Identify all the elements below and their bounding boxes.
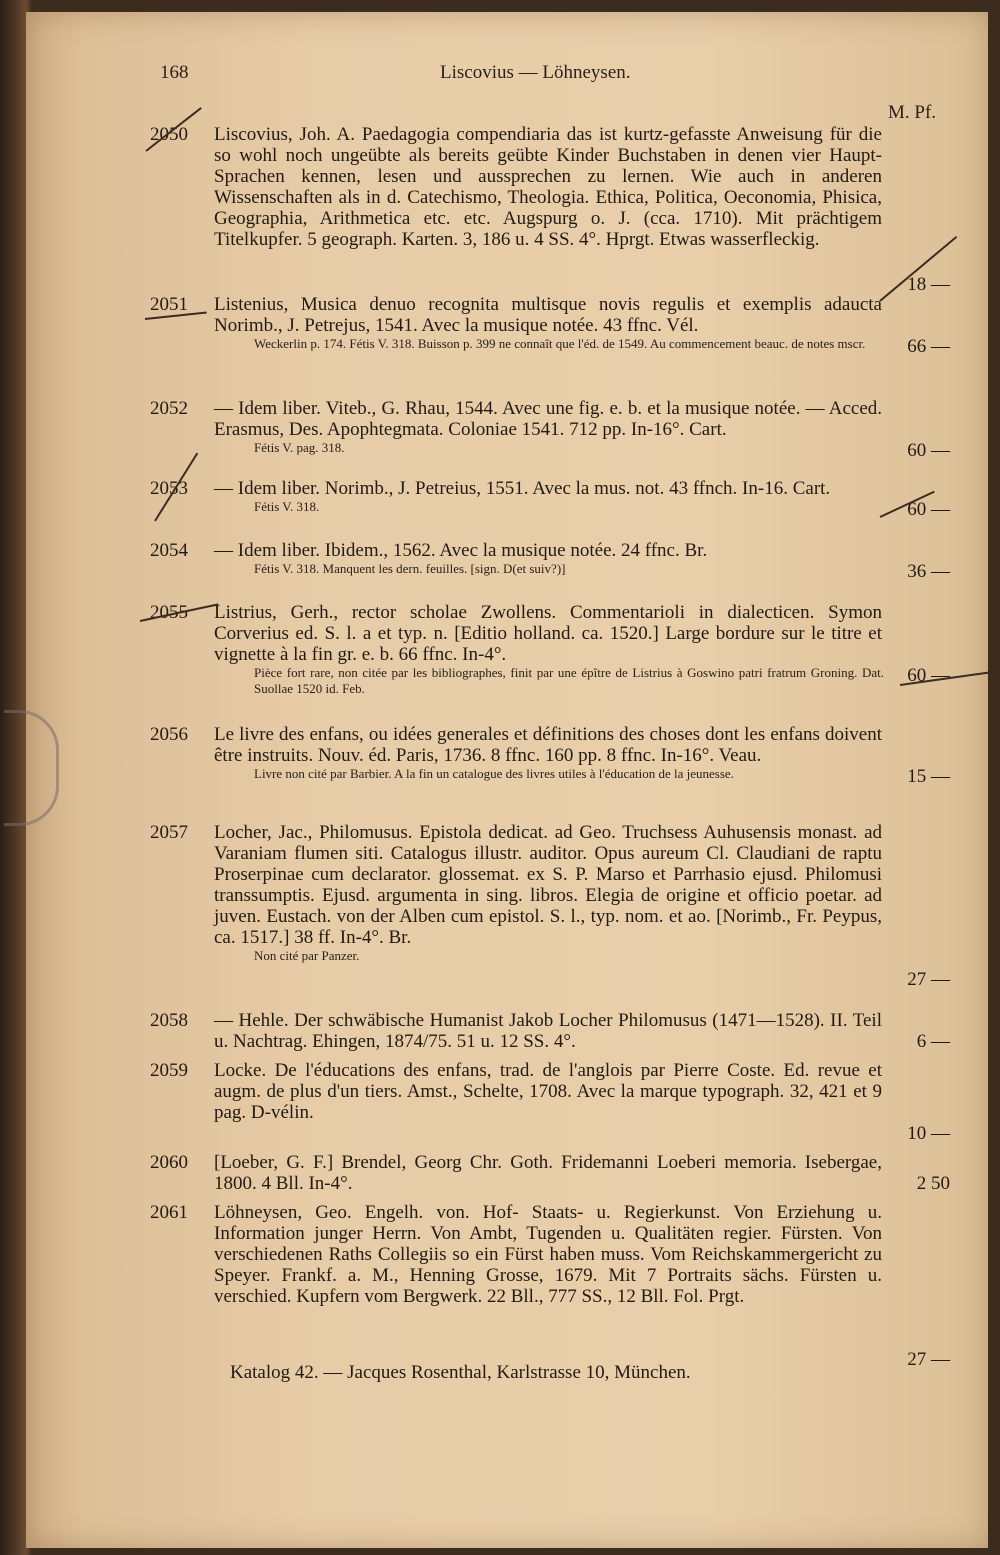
entry-text: Löhneysen, Geo. Engelh. von. Hof- Staats- u. Regierkunst. Von Erziehung u. Information junger Herrn. Von Ambt, Tugenden u. Qualitäten regier. Fürsten. Von verschiedenen Raths Collegiis so ein Fürst haben muss. Vom Reichskammergericht zu Speyer. Frankf. a. M., Henning Grosse, 1679. Mit 7 Portraits sächs. Fürsten u. verschied. Kupfern vom Bergwerk. 22 Bll., 777 SS., 12 Bll. Fol. Prgt.: [214, 1202, 882, 1307]
entry-price: 60 —: [907, 665, 950, 686]
catalog-entry: [150, 602, 950, 724]
catalog-entry: [150, 1010, 950, 1060]
entry-note: Pièce fort rare, non citée par les bibliographes, finit par une épître de Listrius à Goswino patri fratrum Groning. Dat. Suollae 1520 id. Feb.: [254, 665, 884, 696]
entry-number: 2050: [150, 124, 188, 145]
catalog-entry: [150, 478, 950, 540]
entry-number: 2051: [150, 294, 188, 315]
entry-note: Fétis V. 318.: [254, 499, 320, 514]
catalog-entry: [150, 540, 950, 602]
page-tab-mark: [4, 710, 59, 826]
catalog-entry: [150, 124, 950, 294]
entry-note: Livre non cité par Barbier. A la fin un catalogue des livres utiles à l'éducation de la jeunesse.: [254, 766, 734, 781]
entry-price: 60 —: [907, 499, 950, 520]
catalog-entry: [150, 1202, 950, 1372]
entry-text: Listrius, Gerh., rector scholae Zwollens. Commentarioli in dialecticen. Symon Corverius ed. S. l. a et typ. n. [Editio holland. ca. 1520.] Large bordure sur le titre et vignette à la fin gr. e. b. 66 ffnc. In-4°.: [214, 602, 882, 665]
entry-price: 6 —: [916, 1031, 950, 1052]
entry-number: 2056: [150, 724, 188, 745]
running-head: [160, 62, 880, 86]
entry-price: 36 —: [907, 561, 950, 582]
entry-note: Non cité par Panzer.: [254, 948, 360, 963]
entry-price: 2 50: [916, 1173, 950, 1194]
catalog-entry: [150, 398, 950, 478]
entry-number: 2055: [150, 602, 188, 623]
catalog-entry: [150, 294, 950, 398]
running-title: Liscovius — Löhneysen.: [440, 62, 631, 83]
entry-number: 2053: [150, 478, 188, 499]
entry-text: Listenius, Musica denuo recognita multisque novis regulis et exemplis adaucta Norimb., J. Petrejus, 1541. Avec la musique notée. 43 ffnc. Vél.: [214, 294, 882, 336]
entry-text: — Idem liber. Ibidem., 1562. Avec la musique notée. 24 ffnc. Br.: [214, 540, 708, 561]
entry-number: 2061: [150, 1202, 188, 1223]
entry-number: 2057: [150, 822, 188, 843]
catalog-entry: [150, 822, 950, 1010]
entry-text: [Loeber, G. F.] Brendel, Georg Chr. Goth. Fridemanni Loeberi memoria. Isebergae, 1800. 4 Bll. In-4°.: [214, 1152, 882, 1194]
entry-text: — Hehle. Der schwäbische Humanist Jakob Locher Philomusus (1471—1528). II. Teil u. Nachtrag. Ehingen, 1874/75. 51 u. 12 SS. 4°.: [214, 1010, 882, 1052]
entry-number: 2059: [150, 1060, 188, 1081]
entry-number: 2060: [150, 1152, 188, 1173]
catalog-entry: [150, 724, 950, 822]
entry-text: — Idem liber. Viteb., G. Rhau, 1544. Avec une fig. e. b. et la musique notée. — Acced. Erasmus, Des. Apophtegmata. Coloniae 1541. 712 pp. In-16°. Cart.: [214, 398, 882, 440]
entry-price: 60 —: [907, 440, 950, 461]
price-column-label: M. Pf.: [888, 102, 937, 123]
catalog-entries: [150, 124, 950, 1372]
page-number: 168: [160, 62, 189, 83]
entry-price: 27 —: [907, 969, 950, 990]
entry-text: Liscovius, Joh. A. Paedagogia compendiaria das ist kurtz-gefasste Anweisung für die so wohl noch ungeübte als bereits geübte Kinder Buchstaben in denen vier Haupt-Sprachen kennen, lesen und aussprechen zu lernen. Wie auch in anderen Wissenschaften als in d. Catechismo, Theologia. Ethica, Politica, Oeconomia, Phisica, Geographia, Arithmetica etc. etc. Augspurg o. J. (cca. 1710). Mit prächtigem Titelkupfer. 5 geograph. Karten. 3, 186 u. 4 SS. 4°. Hprgt. Etwas wasserfleckig.: [214, 124, 882, 250]
entry-note: Weckerlin p. 174. Fétis V. 318. Buisson p. 399 ne connaît que l'éd. de 1549. Au commencement beauc. de notes mscr.: [254, 336, 866, 351]
entry-note: Fétis V. 318. Manquent les dern. feuilles. [sign. D(et suiv?)]: [254, 561, 566, 576]
entry-text: Locher, Jac., Philomusus. Epistola dedicat. ad Geo. Truchsess Auhusensis monast. ad Varaniam flumen siti. Catalogus illustr. auditor. Opus aureum Cl. Claudiani de raptu Proserpinae cum declarator. glossemat. ex S. P. Marso et Parrhasio ejusd. Philomusi transsumptis. Ejusd. argumenta in sing. libros. Elegia de origine et officio poetar. ad juven. Eustach. von der Alben cum epistol. S. l., typ. nom. et ao. [Norimb., Fr. Peypus, ca. 1517.] 38 ff. In-4°. Br.: [214, 822, 882, 948]
catalog-footer: Katalog 42. — Jacques Rosenthal, Karlstrasse 10, München.: [230, 1362, 691, 1383]
entry-text: — Idem liber. Norimb., J. Petreius, 1551. Avec la mus. not. 43 ffnch. In-16. Cart.: [214, 478, 831, 499]
entry-price: 27 —: [907, 1349, 950, 1370]
catalog-entry: [150, 1060, 950, 1152]
entry-price: 18 —: [907, 274, 950, 295]
entry-number: 2058: [150, 1010, 188, 1031]
entry-text: Locke. De l'éducations des enfans, trad. de l'anglois par Pierre Coste. Ed. revue et augm. de plus d'un tiers. Amst., Schelte, 1708. Avec la marque typograph. 32, 421 et 9 pag. D-vélin.: [214, 1060, 882, 1123]
entry-price: 15 —: [907, 766, 950, 787]
entry-number: 2054: [150, 540, 188, 561]
entry-price: 10 —: [907, 1123, 950, 1144]
entry-number: 2052: [150, 398, 188, 419]
entry-price: 66 —: [907, 336, 950, 357]
catalog-entry: [150, 1152, 950, 1202]
entry-note: Fétis V. pag. 318.: [254, 440, 345, 455]
entry-text: Le livre des enfans, ou idées generales et définitions des choses dont les enfans doivent être instruits. Nouv. éd. Paris, 1736. 8 ffnc. 160 pp. 8 ffnc. In-16°. Veau.: [214, 724, 882, 766]
